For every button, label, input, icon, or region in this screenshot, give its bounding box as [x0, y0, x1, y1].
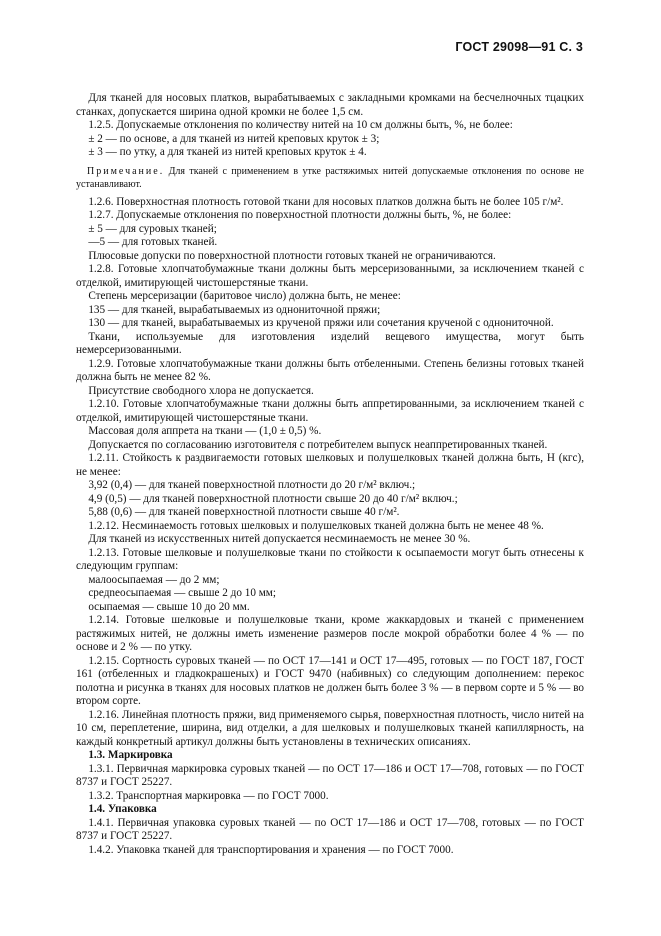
document-body [76, 92, 584, 857]
paragraph: 1.2.11. Стойкость к раздвигаемости готовых шелковых и полушелковых тканей должна быть, Н (кгс), не менее: [76, 452, 584, 478]
paragraph: 130 — для тканей, вырабатываемых из крученой пряжи или сочетания крученой с однониточной. [88, 317, 554, 329]
paragraph: 1.2.7. Допускаемые отклонения по поверхностной плотности должны быть, %, не более: [88, 209, 512, 221]
paragraph: средneосыпаемая — свыше 2 до 10 мм; [88, 587, 276, 599]
paragraph: 1.2.6. Поверхностная плотность готовой ткани для носовых платков должна быть не более 105 г/м². [88, 195, 564, 208]
paragraph: Допускается по согласованию изготовителя с потребителем выпуск неаппретированных тканей. [88, 438, 548, 451]
paragraph: Для тканей из искусственных нитей допускается несминаемость не менее 30 %. [88, 533, 471, 545]
paragraph: Массовая доля аппрета на ткани — (1,0 ± 0,5) %. [88, 425, 322, 437]
note [76, 165, 584, 191]
paragraph: 1.2.16. Линейная плотность пряжи, вид применяемого сырья, поверхностная плотность, число нитей на 10 см, переплетение, ширина, вид отделки, а для шелковых и полушелковых тканей капиллярность, на каждый конкретный артикул должны быть установлены в технических описаниях. [76, 708, 584, 748]
paragraph: 1.4.2. Упаковка тканей для транспортирования и хранения — по ГОСТ 7000. [88, 843, 454, 856]
paragraph: 1.2.13. Готовые шелковые и полушелковые ткани по стойкости к осыпаемости могут быть отнесены к следующим группам: [76, 546, 584, 572]
paragraph: ± 2 — по основе, а для тканей из нитей креповых круток ± 3; [88, 132, 380, 145]
paragraph: 5,88 (0,6) — для тканей поверхностной плотности свыше 40 г/м². [88, 506, 400, 518]
paragraph: 1.3.2. Транспортная маркировка — по ГОСТ 7000. [88, 789, 329, 802]
paragraph: малоосыпаемая — до 2 мм; [88, 573, 220, 586]
paragraph: 1.3.1. Первичная маркировка суровых тканей — по ОСТ 17—186 и ОСТ 17—708, готовых — по ГОСТ 8737 и ГОСТ 25227. [76, 762, 584, 788]
paragraph: Степень мерсеризации (баритовое число) должна быть, не менее: [88, 290, 401, 302]
section-heading: 1.4. Упаковка [88, 803, 157, 815]
paragraph: ± 5 — для суровых тканей; [88, 222, 217, 235]
note-text: Для тканей с применением в утке растяжимых нитей допускаемые отклонения по основе не устанавливают. [76, 165, 584, 190]
paragraph: Плюсовые допуски по поверхностной плотности готовых тканей не ограничиваются. [88, 249, 496, 262]
section-heading: 1.3. Маркировка [88, 749, 173, 761]
paragraph: 1.2.10. Готовые хлопчатобумажные ткани должны быть аппретированными, за исключением тканей с отделкой, имитирующей чистошерстяные ткани. [76, 398, 584, 424]
paragraph: 1.2.5. Допускаемые отклонения по количеству нитей на 10 см должны быть, %, не более: [88, 119, 513, 131]
paragraph: Для тканей для носовых платков, вырабатываемых с закладными кромками на бесчелночных тцацких станках, допускается ширина одной кромки не более 1,5 см. [76, 92, 584, 118]
paragraph: осыпаемая — свыше 10 до 20 мм. [88, 600, 250, 613]
paragraph: 3,92 (0,4) — для тканей поверхностной плотности до 20 г/м² включ.; [88, 479, 416, 491]
paragraph: Присутствие свободного хлора не допускается. [88, 384, 314, 397]
note-label: Примечание. [87, 165, 165, 177]
paragraph: —5 — для готовых тканей. [88, 236, 218, 248]
page-header: ГОСТ 29098—91 С. 3 [455, 40, 583, 54]
paragraph: 1.2.12. Несминаемость готовых шелковых и полушелковых тканей должна быть не менее 48 %. [88, 519, 544, 532]
paragraph: 135 — для тканей, вырабатываемых из однониточной пряжи; [88, 303, 381, 316]
paragraph: 1.2.8. Готовые хлопчатобумажные ткани должны быть мерсеризованными, за исключением тканей с отделкой, имитирующей чистошерстяные ткани. [76, 263, 584, 289]
paragraph: 1.2.14. Готовые шелковые и полушелковые ткани, кроме жаккардовых и тканей с применением растяжимых нитей, не должны иметь изменение размеров после мокрой обработки более 4 % — по основе и 2 % — по утку. [76, 614, 584, 653]
paragraph: 1.4.1. Первичная упаковка суровых тканей — по ОСТ 17—186 и ОСТ 17—708, готовых — по ГОСТ 8737 и ГОСТ 25227. [76, 816, 584, 842]
paragraph: 1.2.15. Сортность суровых тканей — по ОСТ 17—141 и ОСТ 17—495, готовых — по ГОСТ 187, ГОСТ 161 (отбеленных и гладкокрашеных) и ГОСТ 9470 (набивных) со следующим дополнением: перекос полотна и рисунка в тканях для носовых платков не должен быть более 3 % — в первом сорте и 5 % — во втором сорте. [76, 654, 584, 707]
paragraph: 1.2.9. Готовые хлопчатобумажные ткани должны быть отбеленными. Степень белизны готовых тканей должна быть не менее 82 %. [76, 357, 584, 383]
paragraph: Ткани, используемые для изготовления изделий вещевого имущества, могут быть немерсеризованными. [76, 330, 584, 356]
paragraph: ± 3 — по утку, а для тканей из нитей креповых круток ± 4. [88, 146, 367, 158]
paragraph: 4,9 (0,5) — для тканей поверхностной плотности свыше 20 до 40 г/м² включ.; [88, 492, 458, 505]
